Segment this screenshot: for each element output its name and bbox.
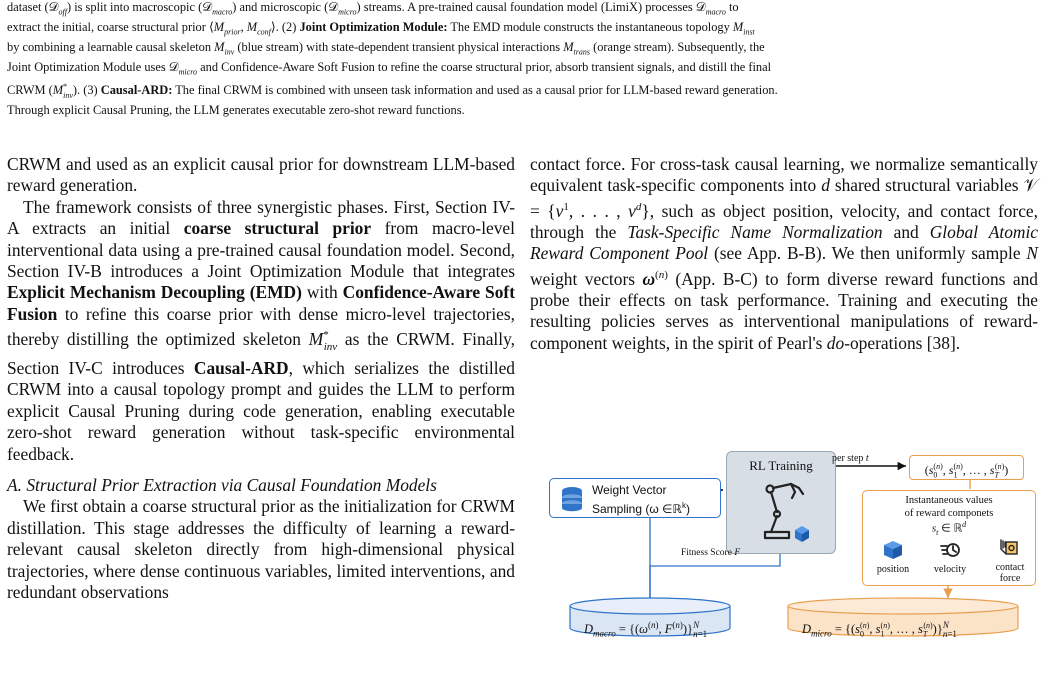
section-heading: A. Structural Prior Extraction via Causal Foundation Models <box>7 474 437 495</box>
paragraph: The framework consists of three synergistic phases. First, Section IV-A extracts an initial coarse structural prior from macro-level interventional data using a pre-trained causal foundation model. Second, Section IV-B introduces a Joint Optimization Module that integrates Explicit Mechanism Decoupling (EMD) with Confidence-Aware Soft Fusion to refine this coarse prior with dense micro-level trajectories, thereby distilling the optimized skeleton $M^*_{inv}$ as the CRWM. Finally, Section IV-C introduces Causal-ARD, which serializes the distilled CRWM into a causal topology prompt and guides the LLM to perform explicit Causal Pruning during code generation, enabling executable zero-shot reward generation without task-specific environmental feedback. <box>7 196 516 464</box>
caption-line: by combining a learnable causal skeleton $M_{inv}$ (blue stream) with state-dependent transient physical interactions $M_{trans}$ (orange stream). Subsequently, the <box>7 40 765 57</box>
component-contact-force: contact force <box>983 537 1033 584</box>
figure-caption <box>7 0 1037 118</box>
d-macro-label: $D_{macro} = \{(\omega^{(n)}$, $F^{(n)})\}^N_{n=1}$ <box>584 620 708 639</box>
caption-line: CRWM $(M^*_{inv})$. (3) Causal-ARD: The final CRWM is combined with unseen task information and used as a causal prior for LLM-based reward generation. <box>7 82 778 100</box>
left-column <box>7 154 515 603</box>
cube-icon <box>882 539 904 561</box>
caption-line: dataset (𝒟$_{off}$) is split into macroscopic (𝒟$_{macro}$) and microscopic (𝒟$_{micro}$) streams. A pre-trained causal foundation model (LimiX) processes 𝒟$_{macro}$ to <box>7 0 739 17</box>
rl-training-box <box>726 451 836 554</box>
speed-icon <box>939 539 961 561</box>
d-micro-label: $D_{micro} = \{(s_0^{(n)}$, $s_1^{(n)}$, … , $s_T^{(n)})\}^N_{n=1}$ <box>802 620 957 639</box>
component-velocity: velocity <box>925 539 975 575</box>
component-position: position <box>869 539 917 575</box>
weight-vector-sampling-box <box>549 478 721 518</box>
cube-icon <box>795 526 809 542</box>
instantaneous-values-box <box>862 490 1036 586</box>
framework-figure <box>540 448 1040 668</box>
fitness-score-label: Fitness Score F <box>681 548 741 558</box>
caption-line: Through explicit Causal Pruning, the LLM generates executable zero-shot reward functions. <box>7 103 465 118</box>
caption-line: Joint Optimization Module uses 𝒟$_{micro}$ and Confidence-Aware Soft Fusion to refine the coarse structural prior, absorb transient signals, and distill the final <box>7 60 772 77</box>
right-column <box>530 154 1038 354</box>
instantaneous-values-title: Instantaneous values of reward componets <box>904 495 994 519</box>
paragraph: CRWM and used as an explicit causal prior for downstream LLM-based reward generation. <box>7 154 515 196</box>
trajectory-box: ($s_0^{(n)}$, $s_1^{(n)}$, … , $s_T^{(n)}$) <box>909 455 1024 480</box>
robot-arm-icon <box>755 478 811 546</box>
rl-training-title: RL Training <box>749 458 813 473</box>
paragraph: contact force. For cross-task causal learning, we normalize semantically equivalent task-specific components into d shared structural variables 𝒱 = {$v^1$, . . . , $v^d$}, such as object position, velocity, and contact force, through the Task-Specific Name Normalization and Global Atomic Reward Component Pool (see App. B-B). We then uniformly sample N weight vectors $\omega^{(n)}$ (App. B-C) to form diverse reward functions and probe their effects on task performance. Training and executing the resulting policies serves as interventional manipulations of reward-component weights, in the spirit of Pearl's do-operations [38]. <box>530 154 1039 353</box>
hand-press-icon <box>997 537 1019 559</box>
caption-line: extract the initial, coarse structural prior $⟨M_{prior}$, $M_{conf}⟩$. (2) Joint Optimization Module: The EMD module constructs the instantaneous topology $M_{inst}$ <box>7 20 755 37</box>
database-icon <box>560 486 584 512</box>
paragraph: We first obtain a coarse structural prior as the initialization for CRWM distillation. This stage addresses the difficulty of learning a reward-relevant causal skeleton directly from high-dimensional physical trajectories, where dense continuous variables, limited interventions, and redundant observations <box>7 496 515 602</box>
per-step-label: per step t <box>832 453 869 464</box>
weight-vector-label: Weight Vector Sampling (ω ∈ℝ$^k$) <box>592 483 691 516</box>
state-vector: $s_t$ ∈ ℝ$^d$ <box>931 520 967 537</box>
